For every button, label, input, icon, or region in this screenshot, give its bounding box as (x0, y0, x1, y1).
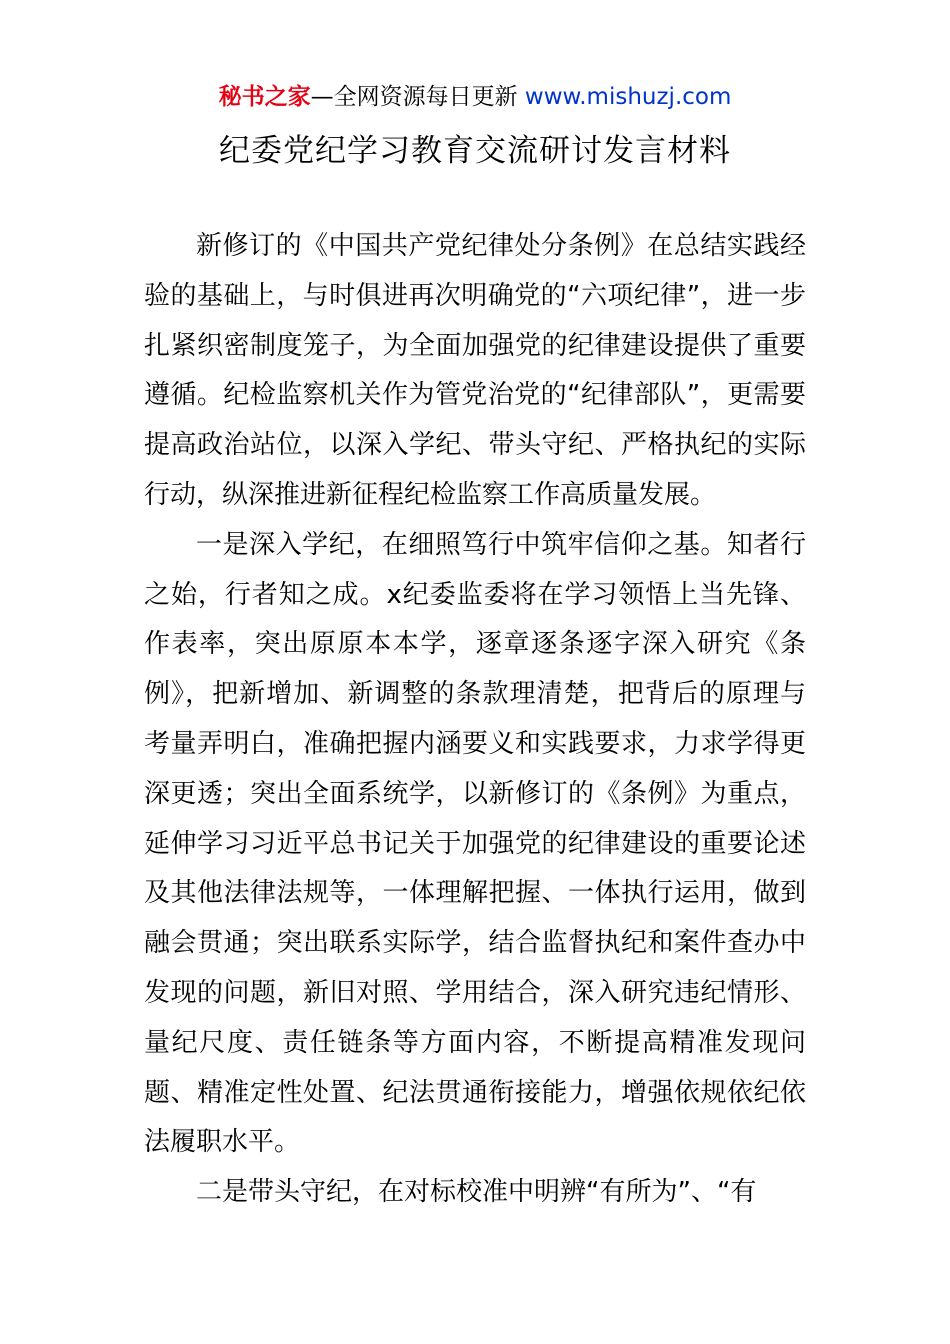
site-url-link[interactable]: www.mishuzj.com (524, 84, 732, 110)
paragraph-point-two: 二是带头守纪，在对标校准中明辨“有所为”、“有 (196, 1177, 757, 1208)
site-brand-name: 秘书之家 (218, 84, 311, 110)
site-banner (0, 80, 950, 114)
document-title: 纪委党纪学习教育交流研讨发言材料 (219, 133, 731, 169)
paragraph-intro: 新修订的《中国共产党纪律处分条例》在总结实践经验的基础上，与时俱进再次明确党的“六项纪律”，进一步扎紧织密制度笼子，为全面加强党的纪律建设提供了重要遵循。纪检监察机关作为管党治党的“纪律部队”，更需要提高政治站位，以深入学纪、带头守纪、严格执纪的实际行动，纵深推进新征程纪检监察工作高质量发展。 (144, 231, 806, 510)
paragraph-point-one: 一是深入学纪，在细照笃行中筑牢信仰之基。知者行之始，行者知之成。x纪委监委将在学习领悟上当先锋、作表率，突出原原本本学，逐章逐条逐字深入研究《条例》，把新增加、新调整的条款理清楚，把背后的原理与考量弄明白，准确把握内涵要义和实践要求，力求学得更深更透；突出全面系统学，以新修订的《条例》为重点，延伸学习习近平总书记关于加强党的纪律建设的重要论述及其他法律法规等，一体理解把握、一体执行运用，做到融会贯通；突出联系实际学，结合监督执纪和案件查办中发现的问题，新旧对照、学用结合，深入研究违纪情形、量纪尺度、责任链条等方面内容，不断提高精准发现问题、精准定性处置、纪法贯通衔接能力，增强依规依纪依法履职水平。 (144, 529, 806, 1158)
site-tagline: —全网资源每日更新 (310, 84, 525, 110)
document-body (144, 222, 806, 1218)
